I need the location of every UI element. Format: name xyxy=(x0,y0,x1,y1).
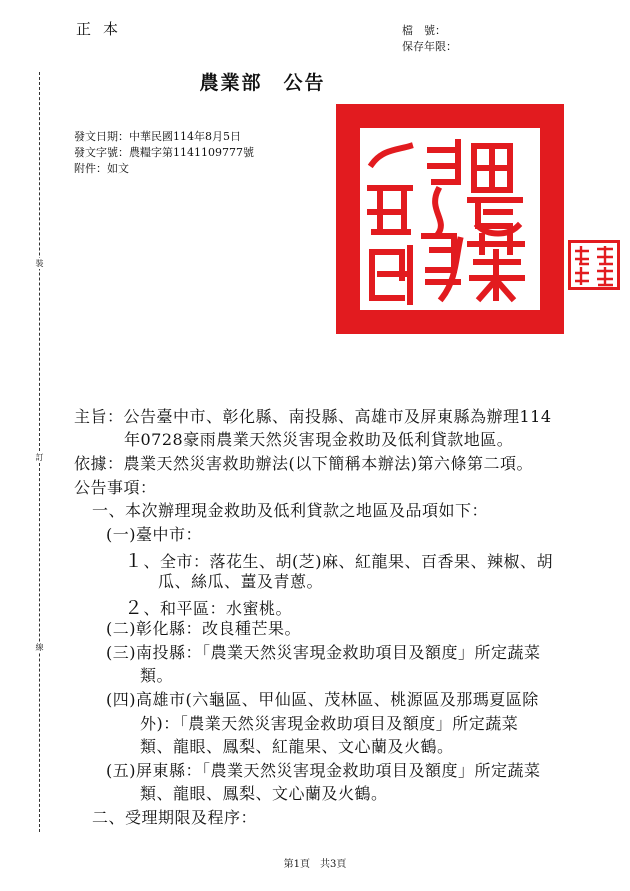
page-number: 第1頁 共3頁 xyxy=(283,859,347,870)
list-text: 、和平區：水蜜桃。 xyxy=(143,599,293,618)
subject-line-1: 主旨：公告臺中市、彰化縣、南投縣、高雄市及屏東縣為辦理114 xyxy=(74,407,552,426)
copy-type-label: 正本 xyxy=(76,20,131,38)
binding-mark-xian: 線 xyxy=(35,643,44,652)
small-seal-glyphs xyxy=(571,243,617,287)
basis-line: 依據：農業天然災害救助辦法(以下簡稱本辦法)第六條第二項。 xyxy=(74,454,533,473)
attachment-note: 附件：如文 xyxy=(74,162,129,175)
list-number: １ xyxy=(124,550,144,572)
kaohsiung-line-2: 外)：「農業天然災害現金救助項目及額度」所定蔬菜 xyxy=(140,714,519,733)
item-2-heading: 二、受理期限及程序： xyxy=(92,808,258,827)
item-1-heading: 一、本次辦理現金救助及低利貸款之地區及品項如下： xyxy=(92,501,489,520)
file-number-label: 檔 號： xyxy=(402,24,446,37)
document-title: 農業部 公告 xyxy=(199,72,326,94)
issue-date: 發文日期：中華民國114年8月5日 xyxy=(74,130,241,143)
small-official-seal xyxy=(568,240,620,290)
pingtung-line-1: (五)屏東縣：「農業天然災害現金救助項目及額度」所定蔬菜 xyxy=(106,761,541,780)
document-number: 發文字號：農糧字第1141109777號 xyxy=(74,146,254,159)
official-seal xyxy=(336,104,564,334)
changhua-line: (二)彰化縣：改良種芒果。 xyxy=(106,619,301,638)
taichung-heading: (一)臺中市： xyxy=(106,525,202,544)
binding-mark-zhuang: 裝 xyxy=(35,259,44,268)
nantou-line-1: (三)南投縣：「農業天然災害現金救助項目及額度」所定蔬菜 xyxy=(106,643,541,662)
binding-mark-ding: 訂 xyxy=(35,453,44,462)
kaohsiung-line-3: 類、龍眼、鳳梨、紅龍果、文心蘭及火鶴。 xyxy=(140,737,454,756)
subject-line-2: 年0728豪雨農業天然災害現金救助及低利貸款地區。 xyxy=(124,430,514,449)
announcement-items-heading: 公告事項： xyxy=(74,478,157,497)
nantou-line-2: 類。 xyxy=(140,666,174,685)
seal-script-glyphs xyxy=(360,128,540,310)
kaohsiung-line-1: (四)高雄市(六龜區、甲仙區、茂林區、桃源區及那瑪夏區除 xyxy=(106,690,539,709)
retention-period-label: 保存年限： xyxy=(402,40,457,53)
pingtung-line-2: 類、龍眼、鳳梨、文心蘭及火鶴。 xyxy=(140,784,388,803)
taichung-item-1-cont: 瓜、絲瓜、薑及青蔥。 xyxy=(158,572,324,591)
list-text: 、全市：落花生、胡(芝)麻、紅龍果、百香果、辣椒、胡 xyxy=(143,552,554,571)
list-number: ２ xyxy=(124,597,144,619)
